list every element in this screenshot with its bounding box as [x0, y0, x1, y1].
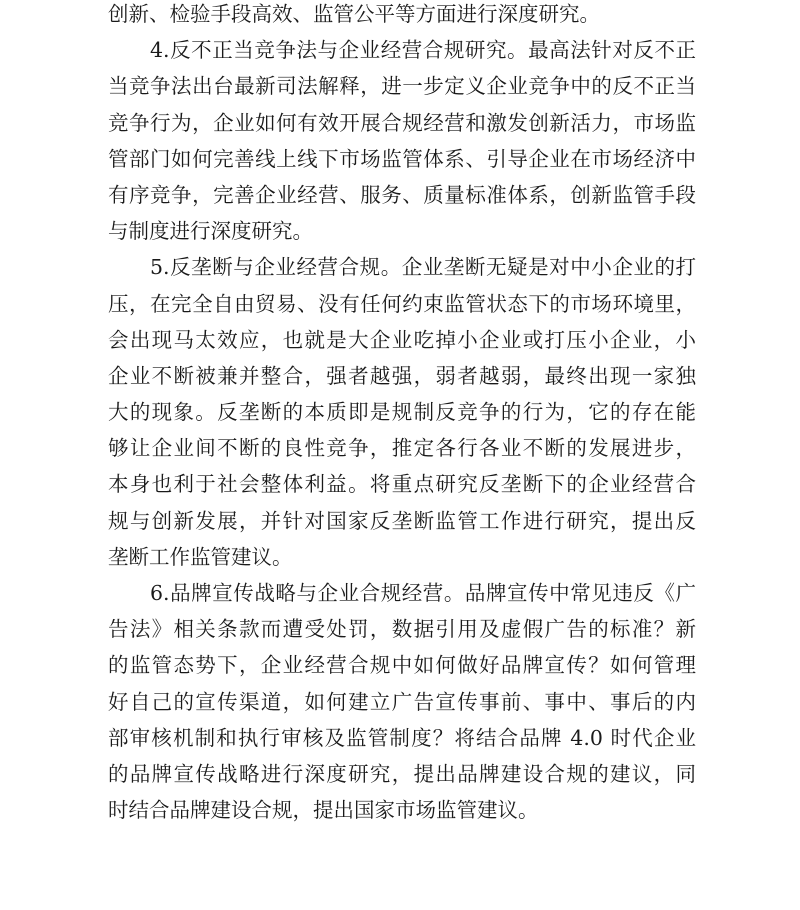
text-line: 垄断工作监管建议。	[108, 544, 293, 569]
text-line: 规与创新发展，并针对国家反垄断监管工作进行研究，提出反	[108, 508, 696, 533]
paragraph-item-5	[108, 249, 696, 575]
paragraph-item-6	[108, 575, 696, 828]
paragraph-continuation	[108, 0, 696, 32]
text-line: 当竞争法出台最新司法解释，进一步定义企业竞争中的反不正当	[108, 74, 696, 99]
document-body	[108, 0, 696, 828]
paragraph-item-4	[108, 32, 696, 249]
text-line: 管部门如何完善线上线下市场监管体系、引导企业在市场经济中	[108, 146, 696, 171]
text-line: 告法》相关条款而遭受处罚，数据引用及虚假广告的标准？新	[108, 617, 696, 642]
text-line: 的品牌宣传战略进行深度研究，提出品牌建设合规的建议，同	[108, 761, 696, 786]
text-line: 与制度进行深度研究。	[108, 219, 313, 244]
text-line: 创新、检验手段高效、监管公平等方面进行深度研究。	[108, 2, 600, 26]
text-line: 压，在完全自由贸易、没有任何约束监管状态下的市场环境里，	[108, 291, 696, 316]
text-line: 6.品牌宣传战略与企业合规经营。品牌宣传中常见违反《广	[150, 581, 696, 605]
text-line: 4.反不正当竞争法与企业经营合规研究。最高法针对反不正	[150, 38, 696, 63]
text-line: 部审核机制和执行审核及监管制度？将结合品牌 4.0 时代企业	[108, 725, 696, 750]
text-line: 时结合品牌建设合规，提出国家市场监管建议。	[108, 798, 539, 823]
text-line: 的监管态势下，企业经营合规中如何做好品牌宣传？如何管理	[108, 653, 696, 678]
text-line: 好自己的宣传渠道，如何建立广告宣传事前、事中、事后的内	[108, 689, 696, 714]
text-line: 竞争行为，企业如何有效开展合规经营和激发创新活力，市场监	[108, 110, 696, 135]
text-line: 有序竞争，完善企业经营、服务、质量标准体系，创新监管手段	[108, 182, 696, 207]
text-line: 够让企业间不断的良性竞争，推定各行各业不断的发展进步，	[108, 436, 696, 461]
text-line: 大的现象。反垄断的本质即是规制反竞争的行为，它的存在能	[108, 400, 696, 425]
text-line: 企业不断被兼并整合，强者越强，弱者越弱，最终出现一家独	[108, 363, 696, 388]
text-line: 本身也利于社会整体利益。将重点研究反垄断下的企业经营合	[108, 472, 696, 497]
text-line: 会出现马太效应，也就是大企业吃掉小企业或打压小企业，小	[108, 327, 696, 352]
text-line: 5.反垄断与企业经营合规。企业垄断无疑是对中小企业的打	[150, 255, 696, 280]
